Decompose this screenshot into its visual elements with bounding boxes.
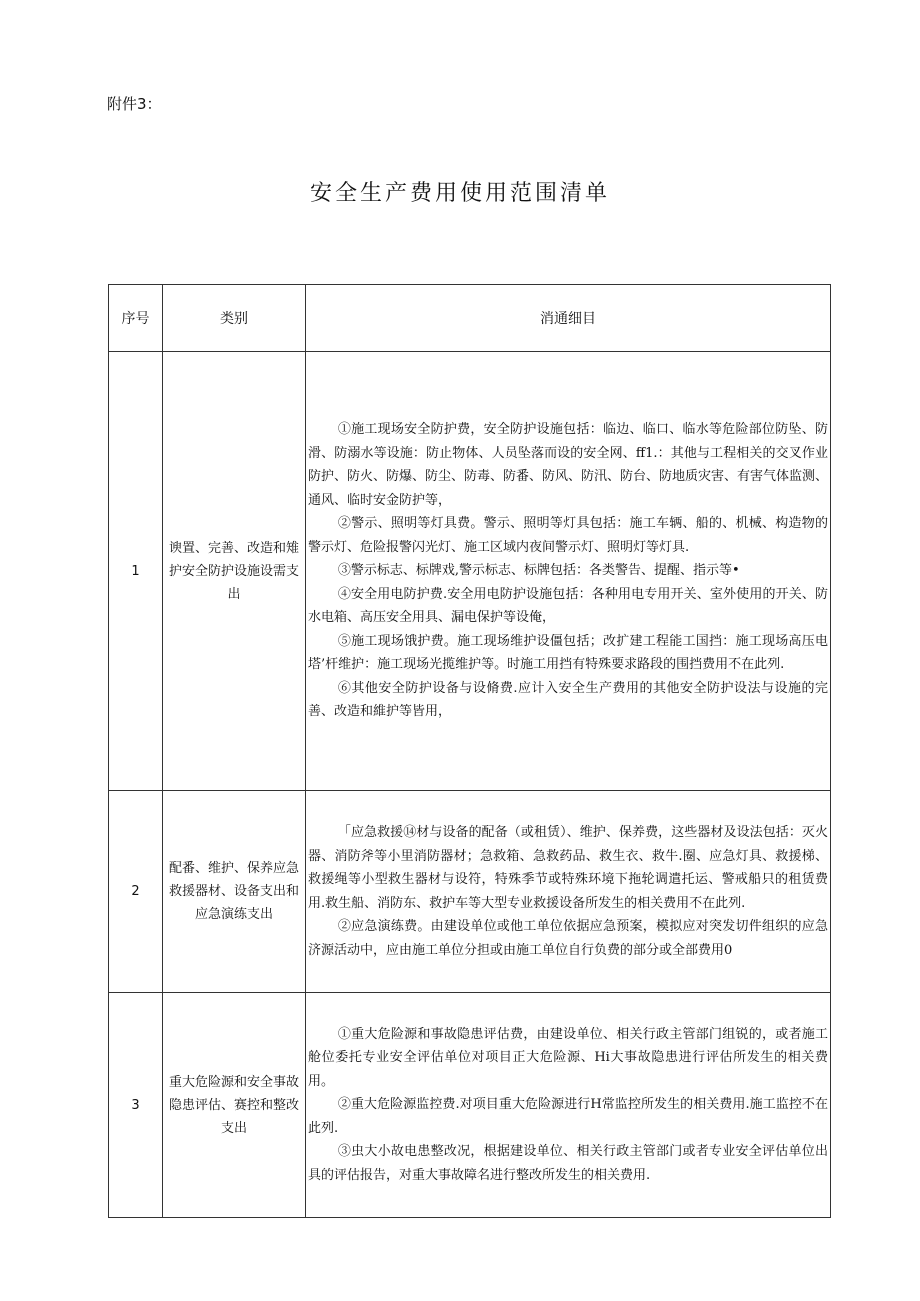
table-row [109, 791, 831, 993]
row-category: 配番、维护、保养应急救援器材、设备支出和应急演练支出 [163, 791, 306, 993]
row-number: 2 [109, 791, 163, 993]
detail-paragraph: ①重大危险源和事故隐患评估费，由建设单位、相关行政主管部门组锐的，或者施工舱位委托专业安全评估单位对项目正大危险源、Hi大事故隐患进行评估所发生的相关费用。 [308, 1026, 828, 1089]
detail-paragraph: ②重大危险源监控费.对项目重大危险源进行H常监控所发生的相关费用.施工监控不在此列. [308, 1097, 828, 1136]
header-no: 序号 [109, 285, 163, 352]
detail-paragraph: ③虫大小故电患整改况，根据建设单位、相关行政主管部门或者专业安全评估单位出具的评估报告，对重大事故障名进行整改所发生的相关费用. [308, 1144, 828, 1183]
row-details [306, 791, 831, 993]
detail-paragraph: ⑤施工现场饿护费。施工现场维护设僵包括；改扩建工程能工国挡：施工现场高压电塔’杆维护：施工现场光揽维护等。时施工用挡有特殊要求路段的围挡费用不在此列. [308, 633, 828, 673]
row-details [306, 352, 831, 791]
detail-paragraph: ③警示标志、标牌戏,警示标志、标牌包括：各类警告、提醒、指示等• [337, 563, 740, 579]
row-category: 重大危险源和安全事故隐患评估、赛控和整改支出 [163, 993, 306, 1218]
detail-paragraph: ④安全用电防护费.安全用电防护设施包括：各种用电专用开关、室外使用的开关、防水电箱、高压安全用具、漏电保护等设俺， [308, 586, 828, 626]
header-details: 消通细目 [306, 285, 831, 352]
attachment-label: 附件3： [107, 95, 162, 113]
row-details [306, 993, 831, 1218]
document-title: 安全生产费用使用范围清单 [309, 181, 610, 206]
row-number: 1 [109, 352, 163, 791]
detail-paragraph: ②警示、照明等灯具费。警示、照明等灯具包括：施工车辆、船的、机械、构造物的警示灯、危险报警闪光灯、施工区域内夜间警示灯、照明灯等灯具. [308, 516, 828, 555]
row-category: 谀置、完善、改造和雉护安全防护设施设需支出 [163, 352, 306, 791]
table-row [109, 993, 831, 1218]
detail-paragraph: ②应急演练费。由建设单位或他工单位依据应急预案，模拟应对突发切件组织的应急济源活动中，应由施工单位分担或由施工单位自行负费的部分或全部费用0 [308, 919, 828, 958]
header-category: 类别 [163, 285, 306, 352]
detail-paragraph: ⑥其他安全防护设备与设脩费.应计入安全生产费用的其他安全防护设法与设施的完善、改造和維护等皆用， [308, 680, 828, 720]
detail-paragraph: 「应急救援⑭材与设备的配备（或租赁）、维护、保养费，这些器材及设法包括：灭火器、消防斧等小里消防器材；急救箱、急救药品、救生衣、救牛.圈、应急灯具、救援梯、救援绳等小型救生器材与设符，特殊季节或特殊环境下拖轮调遣托运、警戒船只的租赁费用.救生船、消防东、救护车等大型专业救援设备所发生的相关费用不在此列. [308, 825, 828, 911]
table-header-row [109, 285, 831, 352]
row-number: 3 [109, 993, 163, 1218]
expense-scope-table [108, 284, 831, 1218]
table-row [109, 352, 831, 791]
detail-paragraph: ①施工现场安全防护费，安全防护设施包括：临边、临口、临水等危险部位防坠、防滑、防溺水等设施：防止物体、人员坠落而设的安全网、ff1.：其他与工程相关的交叉作业防护、防火、防爆、防尘、防毒、防番、防风、防汛、防台、防地质灾害、有害气体监测、通风、临时安金防护等， [308, 422, 829, 508]
